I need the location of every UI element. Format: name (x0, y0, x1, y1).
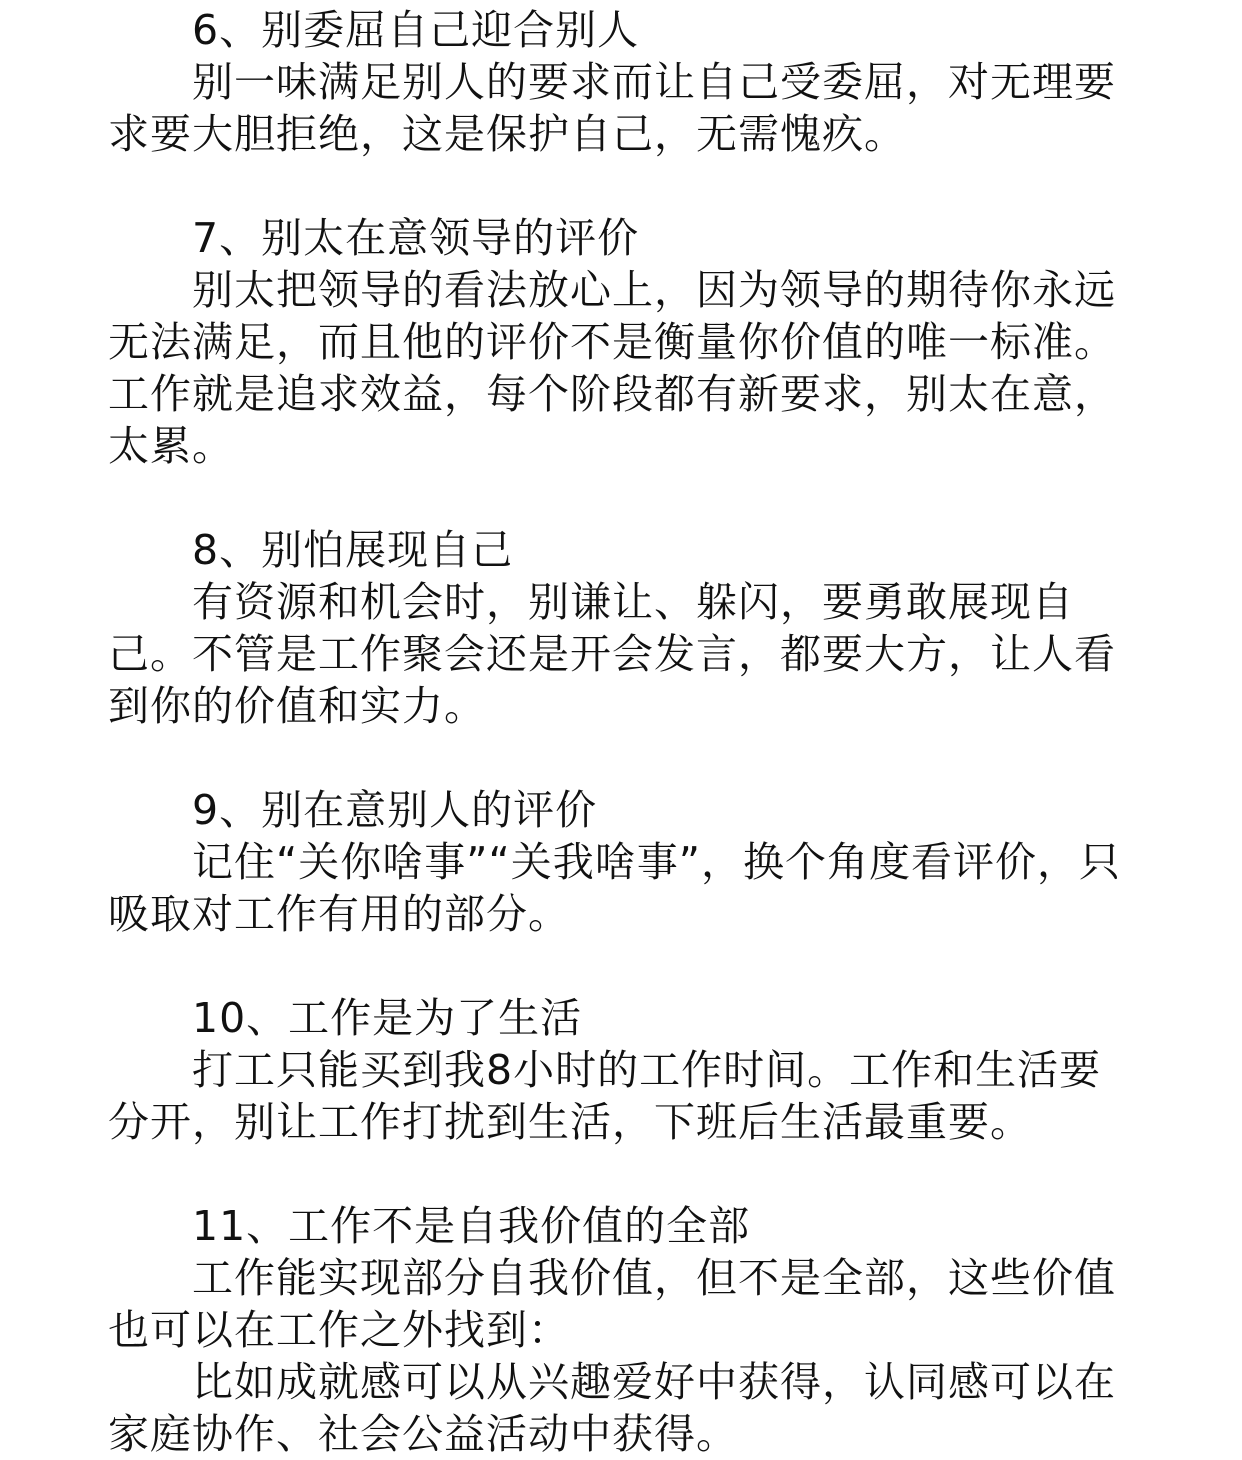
section-heading: 9、别在意别人的评价 (192, 786, 598, 834)
section-heading: 11、工作不是自我价值的全部 (192, 1202, 751, 1250)
section-7 (108, 212, 1138, 472)
section-heading: 6、别委屈自己迎合别人 (192, 6, 640, 54)
section-paragraph: 记住“关你啥事”“关我啥事”，换个角度看评价，只吸取对工作有用的部分。 (108, 838, 1121, 938)
section-6 (108, 4, 1138, 160)
section-8 (108, 524, 1138, 732)
section-11 (108, 1200, 1138, 1460)
section-paragraph: 打工只能买到我8小时的工作时间。工作和生活要分开，别让工作打扰到生活，下班后生活最重要。 (108, 1046, 1102, 1146)
section-paragraph: 比如成就感可以从兴趣爱好中获得，认同感可以在家庭协作、社会公益活动中获得。 (108, 1358, 1116, 1458)
section-paragraph: 工作能实现部分自我价值，但不是全部，这些价值也可以在工作之外找到： (108, 1254, 1116, 1354)
section-paragraph: 有资源和机会时，别谦让、躲闪，要勇敢展现自己。不管是工作聚会还是开会发言，都要大方，让人看到你的价值和实力。 (108, 578, 1116, 730)
section-heading: 10、工作是为了生活 (192, 994, 583, 1042)
section-heading: 8、别怕展现自己 (192, 526, 514, 574)
section-paragraph: 别太把领导的看法放心上，因为领导的期待你永远无法满足，而且他的评价不是衡量你价值的唯一标准。工作就是追求效益，每个阶段都有新要求，别太在意，太累。 (108, 266, 1116, 470)
article-body (108, 4, 1138, 1460)
section-paragraph: 别一味满足别人的要求而让自己受委屈，对无理要求要大胆拒绝，这是保护自己，无需愧疚。 (108, 58, 1116, 158)
section-heading: 7、别太在意领导的评价 (192, 214, 640, 262)
section-9 (108, 784, 1138, 940)
section-10 (108, 992, 1138, 1148)
